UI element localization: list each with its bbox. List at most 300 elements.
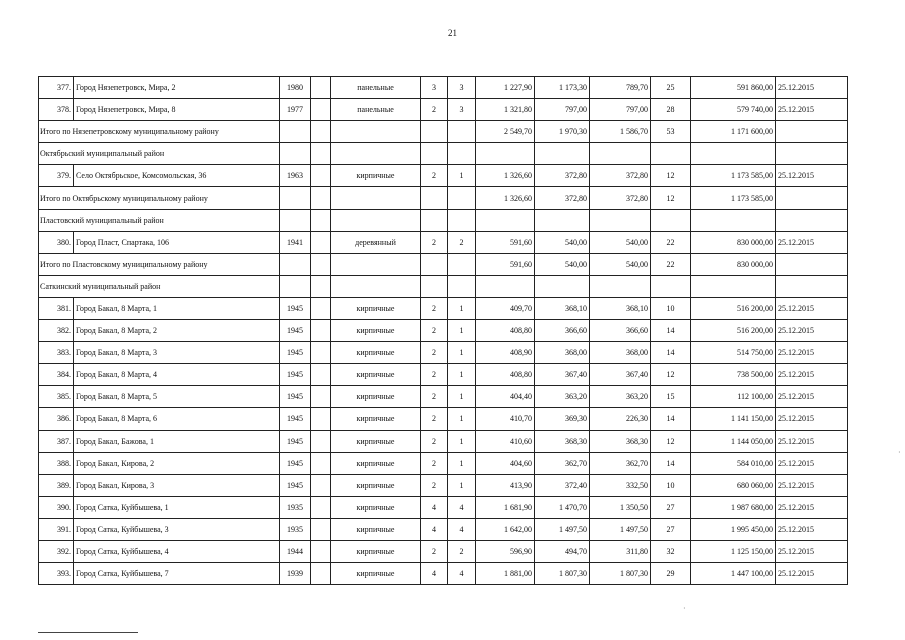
- total-area-cell: 1 642,00: [476, 518, 535, 540]
- floors-cell: 2: [421, 342, 448, 364]
- entrances-cell: 1: [448, 408, 476, 430]
- total-area-cell: 1 326,60: [476, 187, 535, 209]
- living-area-cell: 363,20: [535, 386, 590, 408]
- empty-cell: [448, 253, 476, 275]
- empty-cell: [476, 209, 535, 231]
- row-number-cell: 383.: [39, 342, 74, 364]
- residents-cell: 22: [651, 231, 691, 253]
- entrances-cell: 2: [448, 540, 476, 562]
- residents-cell: 14: [651, 408, 691, 430]
- year-cell: 1939: [280, 563, 311, 585]
- district-section-label: Пластовский муниципальный район: [39, 209, 280, 231]
- year-cell: 1977: [280, 99, 311, 121]
- residents-cell: 10: [651, 297, 691, 319]
- cost-cell: 1 141 150,00: [691, 408, 776, 430]
- living-area-cell: 369,30: [535, 408, 590, 430]
- empty-cell: [421, 253, 448, 275]
- address-cell: Город Бакал, 8 Марта, 3: [74, 342, 280, 364]
- wall-material-cell: кирпичные: [331, 165, 421, 187]
- entrances-cell: 2: [448, 231, 476, 253]
- year-cell: 1935: [280, 518, 311, 540]
- table-row: [39, 297, 848, 319]
- living-area-cell: 540,00: [535, 253, 590, 275]
- empty-cell: [311, 231, 331, 253]
- empty-cell: [421, 143, 448, 165]
- year-cell: 1945: [280, 320, 311, 342]
- wall-material-cell: панельные: [331, 77, 421, 99]
- table-row: [39, 386, 848, 408]
- empty-cell: [776, 275, 848, 297]
- address-cell: Город Сатка, Куйбышева, 1: [74, 496, 280, 518]
- wall-material-cell: кирпичные: [331, 563, 421, 585]
- table-row: [39, 563, 848, 585]
- address-cell: Город Бакал, 8 Марта, 2: [74, 320, 280, 342]
- wall-material-cell: кирпичные: [331, 540, 421, 562]
- row-number-cell: 393.: [39, 563, 74, 585]
- residents-cell: 12: [651, 364, 691, 386]
- residents-cell: 12: [651, 165, 691, 187]
- empty-cell: [651, 275, 691, 297]
- year-cell: 1945: [280, 386, 311, 408]
- empty-cell: [476, 143, 535, 165]
- empty-cell: [691, 275, 776, 297]
- residents-cell: 25: [651, 77, 691, 99]
- date-cell: 25.12.2015: [776, 474, 848, 496]
- empty-cell: [421, 209, 448, 231]
- empty-cell: [776, 209, 848, 231]
- year-cell: 1945: [280, 342, 311, 364]
- table-row: [39, 408, 848, 430]
- entrances-cell: 1: [448, 452, 476, 474]
- wall-material-cell: кирпичные: [331, 518, 421, 540]
- table-row: [39, 496, 848, 518]
- entrances-cell: 1: [448, 320, 476, 342]
- residential-area-cell: 363,20: [590, 386, 651, 408]
- entrances-cell: 4: [448, 518, 476, 540]
- living-area-cell: 1 497,50: [535, 518, 590, 540]
- residential-area-cell: 311,80: [590, 540, 651, 562]
- year-cell: 1945: [280, 430, 311, 452]
- empty-cell: [331, 143, 421, 165]
- residents-cell: 27: [651, 518, 691, 540]
- district-total-row: [39, 253, 848, 275]
- residential-area-cell: 362,70: [590, 452, 651, 474]
- cost-cell: 579 740,00: [691, 99, 776, 121]
- floors-cell: 4: [421, 496, 448, 518]
- row-number-cell: 391.: [39, 518, 74, 540]
- empty-cell: [691, 209, 776, 231]
- empty-cell: [280, 253, 311, 275]
- wall-material-cell: кирпичные: [331, 452, 421, 474]
- cost-cell: 1 125 150,00: [691, 540, 776, 562]
- empty-cell: [590, 209, 651, 231]
- empty-cell: [651, 209, 691, 231]
- entrances-cell: 4: [448, 496, 476, 518]
- residential-area-cell: 367,40: [590, 364, 651, 386]
- residents-cell: 14: [651, 452, 691, 474]
- empty-cell: [311, 320, 331, 342]
- address-cell: Город Бакал, Кирова, 2: [74, 452, 280, 474]
- address-cell: Город Пласт, Спартака, 106: [74, 231, 280, 253]
- residents-cell: 12: [651, 187, 691, 209]
- floors-cell: 2: [421, 297, 448, 319]
- wall-material-cell: кирпичные: [331, 474, 421, 496]
- row-number-cell: 386.: [39, 408, 74, 430]
- district-total-row: [39, 121, 848, 143]
- empty-cell: [331, 187, 421, 209]
- empty-cell: [421, 187, 448, 209]
- entrances-cell: 1: [448, 364, 476, 386]
- empty-cell: [311, 518, 331, 540]
- residential-area-cell: 372,80: [590, 187, 651, 209]
- empty-cell: [311, 386, 331, 408]
- table-row: [39, 165, 848, 187]
- address-cell: Город Сатка, Куйбышева, 4: [74, 540, 280, 562]
- cost-cell: 1 173 585,00: [691, 187, 776, 209]
- date-cell: 25.12.2015: [776, 386, 848, 408]
- residents-cell: 22: [651, 253, 691, 275]
- total-area-cell: 2 549,70: [476, 121, 535, 143]
- date-cell: 25.12.2015: [776, 452, 848, 474]
- date-cell: 25.12.2015: [776, 320, 848, 342]
- row-number-cell: 384.: [39, 364, 74, 386]
- cost-cell: 1 995 450,00: [691, 518, 776, 540]
- year-cell: 1945: [280, 452, 311, 474]
- total-area-cell: 413,90: [476, 474, 535, 496]
- district-total-label: Итого по Нязепетровскому муниципальному району: [39, 121, 280, 143]
- address-cell: Город Бакал, 8 Марта, 6: [74, 408, 280, 430]
- year-cell: 1944: [280, 540, 311, 562]
- cost-cell: 1 447 100,00: [691, 563, 776, 585]
- floors-cell: 2: [421, 474, 448, 496]
- cost-cell: 1 173 585,00: [691, 165, 776, 187]
- empty-cell: [448, 121, 476, 143]
- row-number-cell: 378.: [39, 99, 74, 121]
- empty-cell: [280, 187, 311, 209]
- cost-cell: 516 200,00: [691, 320, 776, 342]
- empty-cell: [311, 165, 331, 187]
- district-section-row: [39, 209, 848, 231]
- total-area-cell: 404,40: [476, 386, 535, 408]
- wall-material-cell: кирпичные: [331, 386, 421, 408]
- date-cell: 25.12.2015: [776, 518, 848, 540]
- row-number-cell: 382.: [39, 320, 74, 342]
- empty-cell: [311, 452, 331, 474]
- date-cell: 25.12.2015: [776, 297, 848, 319]
- empty-cell: [331, 121, 421, 143]
- row-number-cell: 389.: [39, 474, 74, 496]
- empty-cell: [311, 297, 331, 319]
- date-cell: 25.12.2015: [776, 540, 848, 562]
- table-row: [39, 99, 848, 121]
- total-area-cell: 591,60: [476, 231, 535, 253]
- floors-cell: 3: [421, 77, 448, 99]
- total-area-cell: 410,60: [476, 430, 535, 452]
- address-cell: Город Нязепетровск, Мира, 8: [74, 99, 280, 121]
- cost-cell: 830 000,00: [691, 231, 776, 253]
- date-cell: 25.12.2015: [776, 342, 848, 364]
- empty-cell: [448, 187, 476, 209]
- residential-area-cell: 332,50: [590, 474, 651, 496]
- total-area-cell: 1 681,90: [476, 496, 535, 518]
- empty-cell: [331, 275, 421, 297]
- living-area-cell: 362,70: [535, 452, 590, 474]
- floors-cell: 2: [421, 452, 448, 474]
- empty-cell: [331, 209, 421, 231]
- address-cell: Город Бакал, 8 Марта, 4: [74, 364, 280, 386]
- district-total-label: Итого по Октябрьскому муниципальному району: [39, 187, 280, 209]
- residents-cell: 28: [651, 99, 691, 121]
- floors-cell: 2: [421, 165, 448, 187]
- residential-area-cell: 540,00: [590, 253, 651, 275]
- empty-cell: [535, 209, 590, 231]
- entrances-cell: 1: [448, 430, 476, 452]
- residential-area-cell: 789,70: [590, 77, 651, 99]
- row-number-cell: 388.: [39, 452, 74, 474]
- wall-material-cell: кирпичные: [331, 320, 421, 342]
- entrances-cell: 1: [448, 386, 476, 408]
- district-total-label: Итого по Пластовскому муниципальному району: [39, 253, 280, 275]
- row-number-cell: 385.: [39, 386, 74, 408]
- living-area-cell: 366,60: [535, 320, 590, 342]
- empty-cell: [311, 253, 331, 275]
- floors-cell: 2: [421, 231, 448, 253]
- year-cell: 1980: [280, 77, 311, 99]
- cost-cell: 830 000,00: [691, 253, 776, 275]
- table-row: [39, 474, 848, 496]
- living-area-cell: 367,40: [535, 364, 590, 386]
- empty-cell: [448, 275, 476, 297]
- entrances-cell: 4: [448, 563, 476, 585]
- empty-cell: [311, 342, 331, 364]
- margin-mark: ·: [683, 604, 686, 613]
- living-area-cell: 1 470,70: [535, 496, 590, 518]
- floors-cell: 2: [421, 540, 448, 562]
- row-number-cell: 392.: [39, 540, 74, 562]
- residential-area-cell: 368,10: [590, 297, 651, 319]
- empty-cell: [311, 143, 331, 165]
- date-cell: 25.12.2015: [776, 99, 848, 121]
- address-cell: Село Октябрьское, Комсомольская, 36: [74, 165, 280, 187]
- entrances-cell: 3: [448, 99, 476, 121]
- total-area-cell: 1 227,90: [476, 77, 535, 99]
- wall-material-cell: кирпичные: [331, 496, 421, 518]
- row-number-cell: 390.: [39, 496, 74, 518]
- empty-cell: [476, 275, 535, 297]
- cost-cell: 514 750,00: [691, 342, 776, 364]
- total-area-cell: 1 321,80: [476, 99, 535, 121]
- row-number-cell: 380.: [39, 231, 74, 253]
- date-cell: 25.12.2015: [776, 364, 848, 386]
- address-cell: Город Сатка, Куйбышева, 3: [74, 518, 280, 540]
- residents-cell: 12: [651, 430, 691, 452]
- empty-cell: [311, 474, 331, 496]
- date-cell: 25.12.2015: [776, 408, 848, 430]
- floors-cell: 2: [421, 408, 448, 430]
- residential-area-cell: 366,60: [590, 320, 651, 342]
- total-area-cell: 1 881,00: [476, 563, 535, 585]
- page-number: 21: [448, 28, 457, 38]
- empty-cell: [421, 275, 448, 297]
- table-row: [39, 342, 848, 364]
- address-cell: Город Сатка, Куйбышева, 7: [74, 563, 280, 585]
- empty-cell: [776, 253, 848, 275]
- residents-cell: 10: [651, 474, 691, 496]
- empty-cell: [590, 143, 651, 165]
- living-area-cell: 368,00: [535, 342, 590, 364]
- table-row: [39, 452, 848, 474]
- total-area-cell: 408,80: [476, 364, 535, 386]
- residents-cell: 14: [651, 320, 691, 342]
- wall-material-cell: кирпичные: [331, 342, 421, 364]
- row-number-cell: 381.: [39, 297, 74, 319]
- empty-cell: [448, 143, 476, 165]
- year-cell: 1945: [280, 474, 311, 496]
- residents-cell: 27: [651, 496, 691, 518]
- cost-cell: 738 500,00: [691, 364, 776, 386]
- total-area-cell: 404,60: [476, 452, 535, 474]
- living-area-cell: 368,30: [535, 430, 590, 452]
- cost-cell: 591 860,00: [691, 77, 776, 99]
- empty-cell: [311, 540, 331, 562]
- empty-cell: [311, 99, 331, 121]
- residential-area-cell: 1 497,50: [590, 518, 651, 540]
- cost-cell: 516 200,00: [691, 297, 776, 319]
- total-area-cell: 1 326,60: [476, 165, 535, 187]
- date-cell: 25.12.2015: [776, 430, 848, 452]
- empty-cell: [535, 275, 590, 297]
- margin-mark: ·: [898, 448, 901, 457]
- empty-cell: [311, 364, 331, 386]
- living-area-cell: 1 807,30: [535, 563, 590, 585]
- entrances-cell: 1: [448, 474, 476, 496]
- district-section-label: Саткинский муниципальный район: [39, 275, 280, 297]
- empty-cell: [651, 143, 691, 165]
- table-row: [39, 320, 848, 342]
- total-area-cell: 591,60: [476, 253, 535, 275]
- empty-cell: [535, 143, 590, 165]
- floors-cell: 4: [421, 518, 448, 540]
- date-cell: 25.12.2015: [776, 165, 848, 187]
- residential-area-cell: 1 350,50: [590, 496, 651, 518]
- living-area-cell: 368,10: [535, 297, 590, 319]
- total-area-cell: 596,90: [476, 540, 535, 562]
- table-row: [39, 77, 848, 99]
- date-cell: 25.12.2015: [776, 496, 848, 518]
- total-area-cell: 408,90: [476, 342, 535, 364]
- residential-area-cell: 1 807,30: [590, 563, 651, 585]
- residents-cell: 29: [651, 563, 691, 585]
- address-cell: Город Бакал, Бажова, 1: [74, 430, 280, 452]
- wall-material-cell: кирпичные: [331, 297, 421, 319]
- row-number-cell: 387.: [39, 430, 74, 452]
- year-cell: 1945: [280, 297, 311, 319]
- address-cell: Город Бакал, 8 Марта, 5: [74, 386, 280, 408]
- empty-cell: [311, 275, 331, 297]
- living-area-cell: 540,00: [535, 231, 590, 253]
- empty-cell: [590, 275, 651, 297]
- floors-cell: 4: [421, 563, 448, 585]
- living-area-cell: 1 970,30: [535, 121, 590, 143]
- living-area-cell: 797,00: [535, 99, 590, 121]
- residential-area-cell: 368,00: [590, 342, 651, 364]
- empty-cell: [311, 408, 331, 430]
- residents-cell: 53: [651, 121, 691, 143]
- residential-area-cell: 1 586,70: [590, 121, 651, 143]
- district-section-label: Октябрьский муниципальный район: [39, 143, 280, 165]
- cost-cell: 1 987 680,00: [691, 496, 776, 518]
- table-row: [39, 430, 848, 452]
- cost-cell: 112 100,00: [691, 386, 776, 408]
- residents-cell: 14: [651, 342, 691, 364]
- empty-cell: [280, 143, 311, 165]
- year-cell: 1935: [280, 496, 311, 518]
- empty-cell: [311, 77, 331, 99]
- residential-area-cell: 368,30: [590, 430, 651, 452]
- empty-cell: [331, 253, 421, 275]
- floors-cell: 2: [421, 99, 448, 121]
- entrances-cell: 1: [448, 297, 476, 319]
- table-row: [39, 518, 848, 540]
- cost-cell: 680 060,00: [691, 474, 776, 496]
- residential-area-cell: 226,30: [590, 408, 651, 430]
- table-row: [39, 364, 848, 386]
- empty-cell: [280, 209, 311, 231]
- housing-registry-table: [38, 76, 848, 585]
- empty-cell: [311, 187, 331, 209]
- residential-area-cell: 540,00: [590, 231, 651, 253]
- address-cell: Город Нязепетровск, Мира, 2: [74, 77, 280, 99]
- cost-cell: 1 171 600,00: [691, 121, 776, 143]
- total-area-cell: 409,70: [476, 297, 535, 319]
- date-cell: 25.12.2015: [776, 231, 848, 253]
- empty-cell: [311, 209, 331, 231]
- empty-cell: [448, 209, 476, 231]
- year-cell: 1963: [280, 165, 311, 187]
- empty-cell: [776, 121, 848, 143]
- wall-material-cell: кирпичные: [331, 364, 421, 386]
- wall-material-cell: панельные: [331, 99, 421, 121]
- year-cell: 1945: [280, 408, 311, 430]
- registry-body: [39, 77, 848, 585]
- wall-material-cell: кирпичные: [331, 430, 421, 452]
- empty-cell: [691, 143, 776, 165]
- residential-area-cell: 372,80: [590, 165, 651, 187]
- living-area-cell: 372,80: [535, 187, 590, 209]
- year-cell: 1945: [280, 364, 311, 386]
- residential-area-cell: 797,00: [590, 99, 651, 121]
- residents-cell: 32: [651, 540, 691, 562]
- year-cell: 1941: [280, 231, 311, 253]
- date-cell: 25.12.2015: [776, 77, 848, 99]
- wall-material-cell: кирпичные: [331, 408, 421, 430]
- total-area-cell: 410,70: [476, 408, 535, 430]
- empty-cell: [776, 187, 848, 209]
- living-area-cell: 494,70: [535, 540, 590, 562]
- empty-cell: [421, 121, 448, 143]
- district-section-row: [39, 275, 848, 297]
- empty-cell: [311, 121, 331, 143]
- entrances-cell: 3: [448, 77, 476, 99]
- cost-cell: 584 010,00: [691, 452, 776, 474]
- entrances-cell: 1: [448, 342, 476, 364]
- row-number-cell: 379.: [39, 165, 74, 187]
- total-area-cell: 408,80: [476, 320, 535, 342]
- table-row: [39, 540, 848, 562]
- district-total-row: [39, 187, 848, 209]
- district-section-row: [39, 143, 848, 165]
- footer-rule: [38, 632, 138, 633]
